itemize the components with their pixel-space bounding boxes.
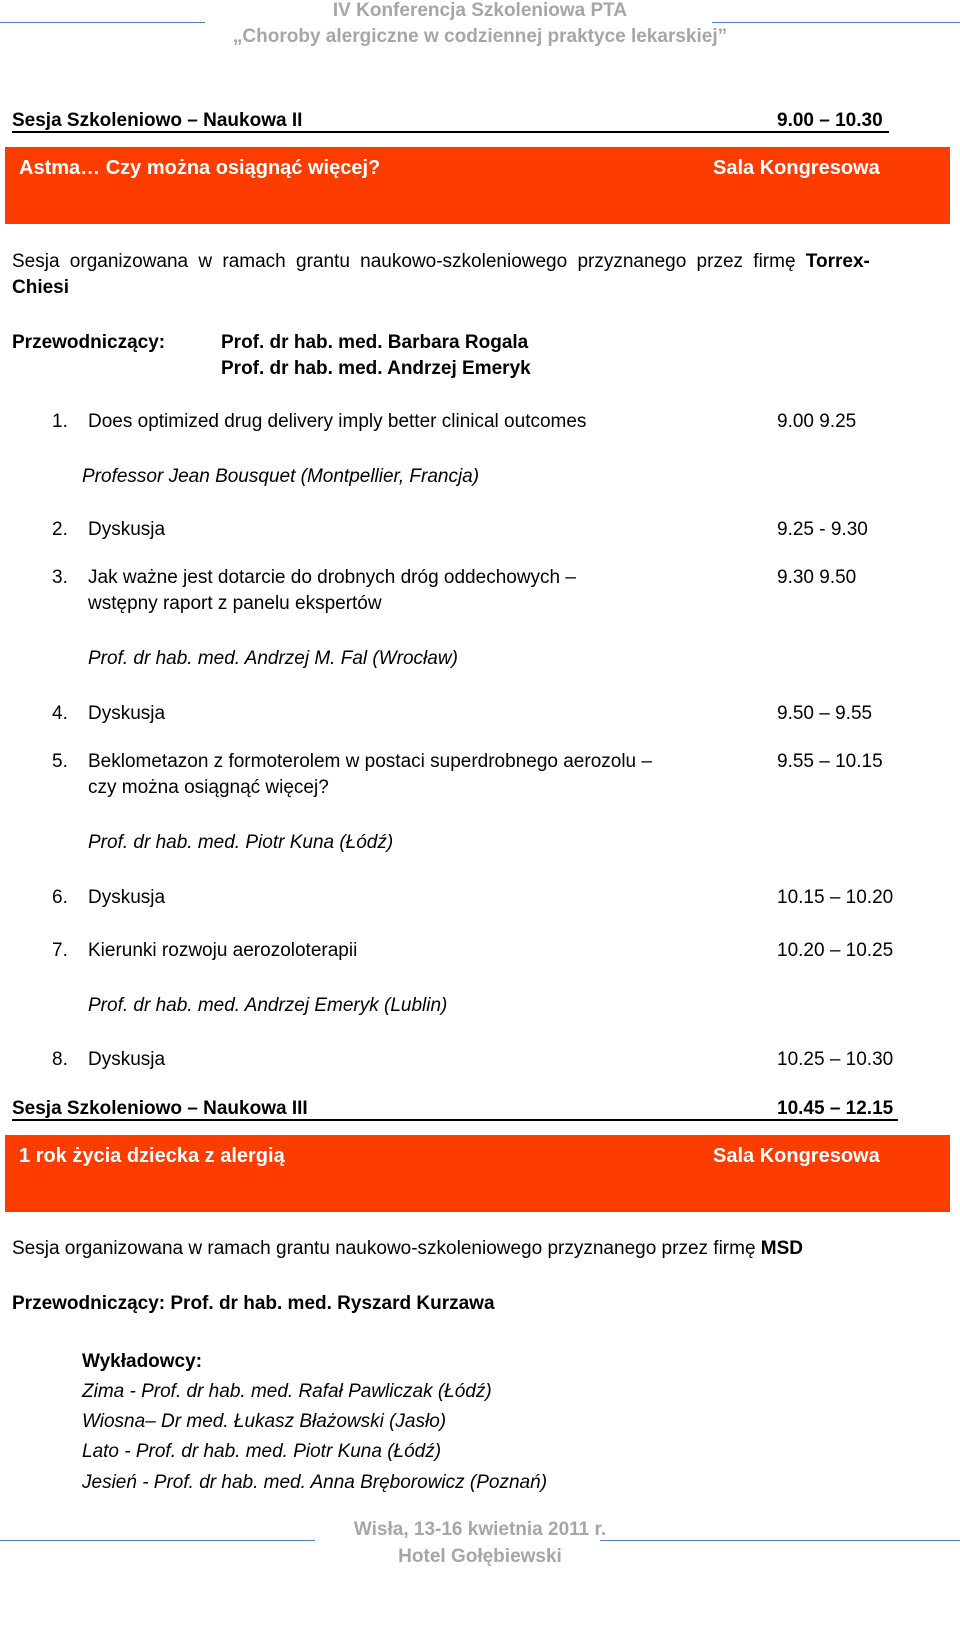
item-3-speaker: Prof. dr hab. med. Andrzej M. Fal (Wrocław) — [88, 648, 458, 669]
item-4-num: 4. — [52, 703, 68, 724]
item-7-num: 7. — [52, 940, 68, 961]
session2-grant-text — [12, 251, 870, 273]
item-4-title: Dyskusja — [88, 703, 166, 724]
item-2-title: Dyskusja — [88, 519, 166, 540]
footer-venue: Hotel Gołębiewski — [398, 1546, 562, 1567]
item-3-title: Jak ważne jest dotarcie do drobnych dróg oddechowych – — [88, 567, 576, 588]
item-2-num: 2. — [52, 519, 68, 540]
header-rule-right — [712, 22, 960, 23]
session3-grant-text — [12, 1238, 803, 1260]
item-1-time: 9.00 9.25 — [777, 411, 857, 432]
item-5-speaker: Prof. dr hab. med. Piotr Kuna (Łódź) — [88, 832, 394, 853]
item-1-num: 1. — [52, 411, 68, 432]
item-2-time: 9.25 - 9.30 — [777, 519, 868, 540]
session3-time: 10.45 – 12.15 — [777, 1098, 894, 1119]
item-1-speaker: Professor Jean Bousquet (Montpellier, Francja) — [82, 466, 480, 487]
item-8-num: 8. — [52, 1049, 68, 1070]
session3-underline — [12, 1119, 898, 1121]
session2-banner — [5, 147, 950, 224]
header-rule-left — [0, 22, 205, 23]
conference-title: IV Konferencja Szkoleniowa PTA — [332, 0, 628, 21]
session2-room: Sala Kongresowa — [713, 157, 880, 179]
item-5-num: 5. — [52, 751, 68, 772]
session2-chairs-label: Przewodniczący: — [12, 332, 166, 353]
footer-location: Wisła, 13-16 kwietnia 2011 r. — [353, 1519, 607, 1540]
sponsor-name: Torrex- — [805, 251, 870, 272]
lecturers-label: Wykładowcy: — [82, 1351, 203, 1372]
session2-topic: Astma… Czy można osiągnąć więcej? — [19, 157, 381, 179]
item-4-time: 9.50 – 9.55 — [777, 703, 873, 724]
sponsor-name: MSD — [760, 1238, 804, 1259]
session3-title: Sesja Szkoleniowo – Naukowa III — [12, 1098, 308, 1119]
session3-banner — [5, 1135, 950, 1212]
session2-title: Sesja Szkoleniowo – Naukowa II — [12, 110, 303, 131]
item-7-title: Kierunki rozwoju aerozoloterapii — [88, 940, 358, 961]
item-3-title-cont: wstępny raport z panelu ekspertów — [88, 593, 382, 614]
item-6-title: Dyskusja — [88, 887, 166, 908]
session2-time: 9.00 – 10.30 — [777, 110, 883, 131]
item-7-speaker: Prof. dr hab. med. Andrzej Emeryk (Lublin) — [88, 995, 448, 1016]
session2-underline — [12, 131, 889, 133]
item-7-time: 10.20 – 10.25 — [777, 940, 894, 961]
session3-topic: 1 rok życia dziecka z alergią — [19, 1145, 285, 1167]
item-6-time: 10.15 – 10.20 — [777, 887, 894, 908]
session2-chair-2: Prof. dr hab. med. Andrzej Emeryk — [221, 358, 531, 379]
lecturer-3: Lato - Prof. dr hab. med. Piotr Kuna (Łódź) — [82, 1441, 442, 1462]
lecturer-4: Jesień - Prof. dr hab. med. Anna Bręborowicz (Poznań) — [82, 1472, 548, 1493]
item-8-time: 10.25 – 10.30 — [777, 1049, 894, 1070]
lecturer-1: Zima - Prof. dr hab. med. Rafał Pawliczak (Łódź) — [82, 1381, 492, 1402]
item-5-title-cont: czy można osiągnąć więcej? — [88, 777, 329, 798]
item-1-title: Does optimized drug delivery imply better clinical outcomes — [88, 411, 587, 432]
lecturer-2: Wiosna– Dr med. Łukasz Błażowski (Jasło) — [82, 1411, 447, 1432]
conference-subtitle: „Choroby alergiczne w codziennej praktyce lekarskiej” — [232, 26, 728, 47]
item-5-time: 9.55 – 10.15 — [777, 751, 883, 772]
item-3-num: 3. — [52, 567, 68, 588]
session3-room: Sala Kongresowa — [713, 1145, 880, 1167]
item-3-time: 9.30 9.50 — [777, 567, 857, 588]
grant-text: Sesja organizowana w ramach grantu naukowo-szkoleniowego przyznanego przez firmę — [12, 251, 796, 272]
session2-chair-1: Prof. dr hab. med. Barbara Rogala — [221, 332, 529, 353]
item-8-title: Dyskusja — [88, 1049, 166, 1070]
item-6-num: 6. — [52, 887, 68, 908]
item-5-title: Beklometazon z formoterolem w postaci superdrobnego aerozolu – — [88, 751, 652, 772]
session3-chairs: Przewodniczący: Prof. dr hab. med. Ryszard Kurzawa — [12, 1293, 495, 1314]
grant-text: Sesja organizowana w ramach grantu naukowo-szkoleniowego przyznanego przez firmę — [12, 1238, 756, 1259]
session2-sponsor-cont: Chiesi — [12, 277, 70, 298]
